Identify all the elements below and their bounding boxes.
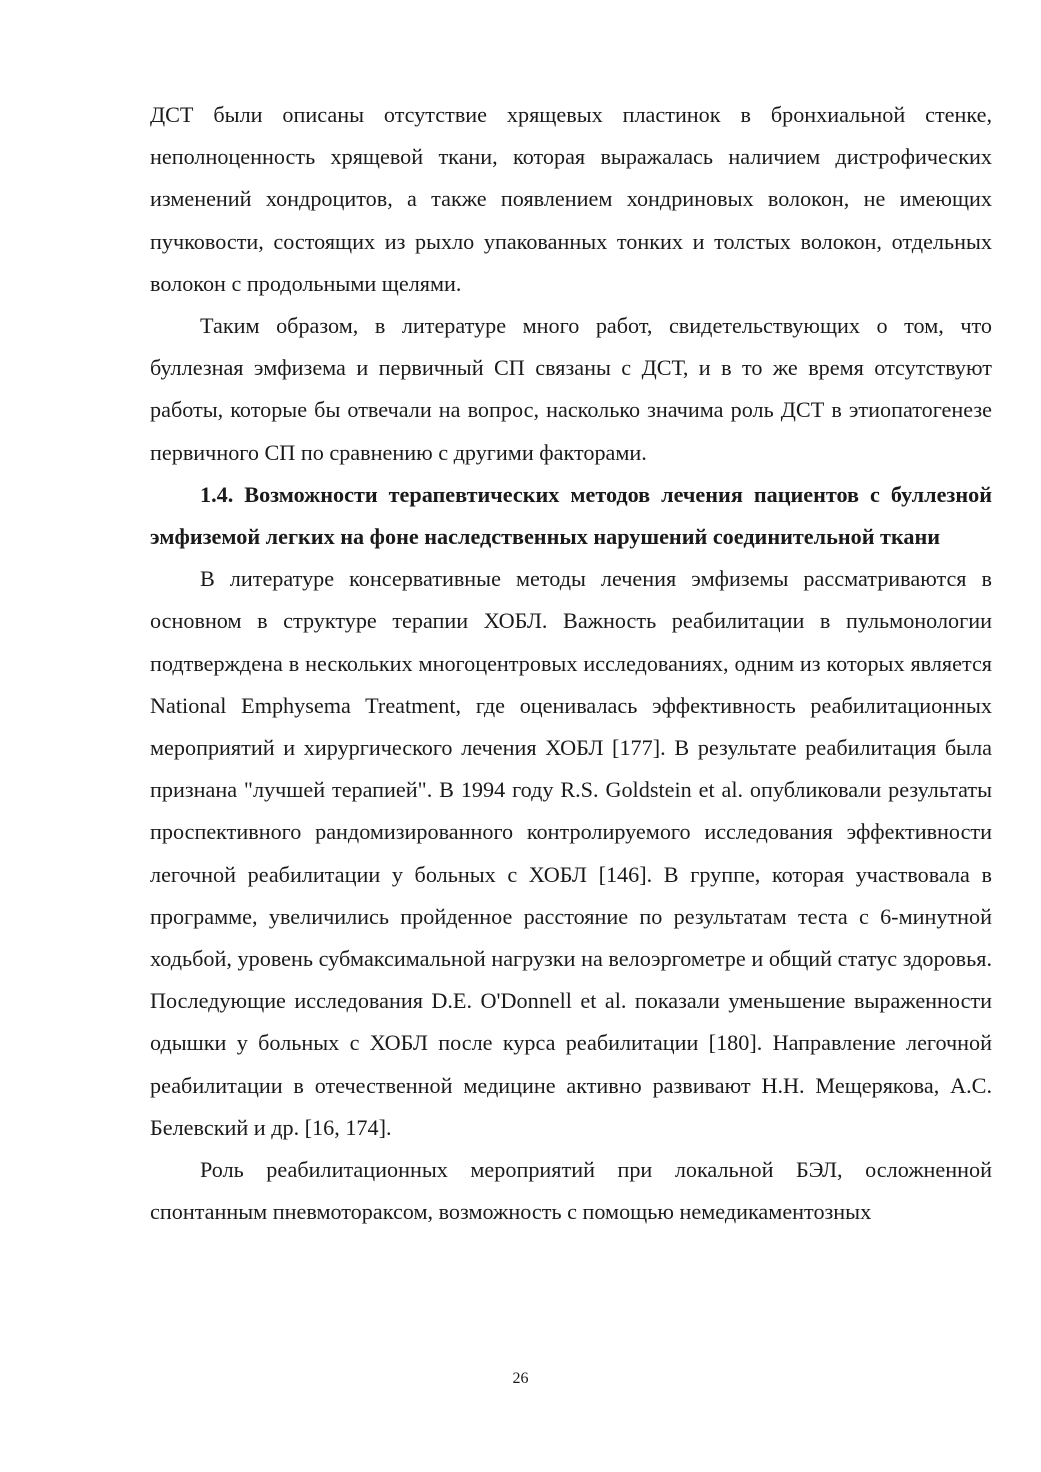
paragraph-rehabilitation-role: Роль реабилитационных мероприятий при локальной БЭЛ, осложненной спонтанным пневмотораксом, возможность с помощью немедикаментозных: [150, 1157, 992, 1225]
paragraph-rehabilitation: В литературе консервативные методы лечения эмфиземы рассматриваются в основном в структуре терапии ХОБЛ. Важность реабилитации в пульмонологии подтверждена в нескольких многоцентровых исследованиях, одним из которых является National Emphysema Treatment, где оценивалась эффективность реабилитационных мероприятий и хирургического лечения ХОБЛ [177]. В результате реабилитация была признана "лучшей терапией". В 1994 году R.S. Goldstein et al. опубликовали результаты проспективного рандомизированного контролируемого исследования эффективности легочной реабилитации у больных с ХОБЛ [146]. В группе, которая участвовала в программе, увеличились пройденное расстояние по результатам теста с 6-минутной ходьбой, уровень субмаксимальной нагрузки на велоэргометре и общий статус здоровья. Последующие исследования D.E. O'Donnell et al. показали уменьшение выраженности одышки у больных с ХОБЛ после курса реабилитации [180]. Направление легочной реабилитации в отечественной медицине активно развивают Н.Н. Мещерякова, А.С. Белевский и др. [16, 174].: [150, 566, 992, 1140]
page-number: 26: [512, 1370, 529, 1387]
paragraph-summary: Таким образом, в литературе много работ, свидетельствующих о том, что буллезная эмфизема и первичный СП связаны с ДСТ, и в то же время отсутствуют работы, которые бы отвечали на вопрос, насколько значима роль ДСТ в этиопатогенезе первичного СП по сравнению с другими факторами.: [150, 313, 992, 465]
section-heading: 1.4. Возможности терапевтических методов лечения пациентов с буллезной эмфиземой легких на фоне наследственных нарушений соединительной ткани: [150, 481, 992, 550]
paragraph-continuation: ДСТ были описаны отсутствие хрящевых пластинок в бронхиальной стенке, неполноценность хрящевой ткани, которая выражалась наличием дистрофических изменений хондроцитов, а также появлением хондриновых волокон, не имеющих пучковости, состоящих из рыхло упакованных тонких и толстых волокон, отдельных волокон с продольными щелями.: [150, 102, 992, 296]
page-body: [150, 94, 992, 1233]
